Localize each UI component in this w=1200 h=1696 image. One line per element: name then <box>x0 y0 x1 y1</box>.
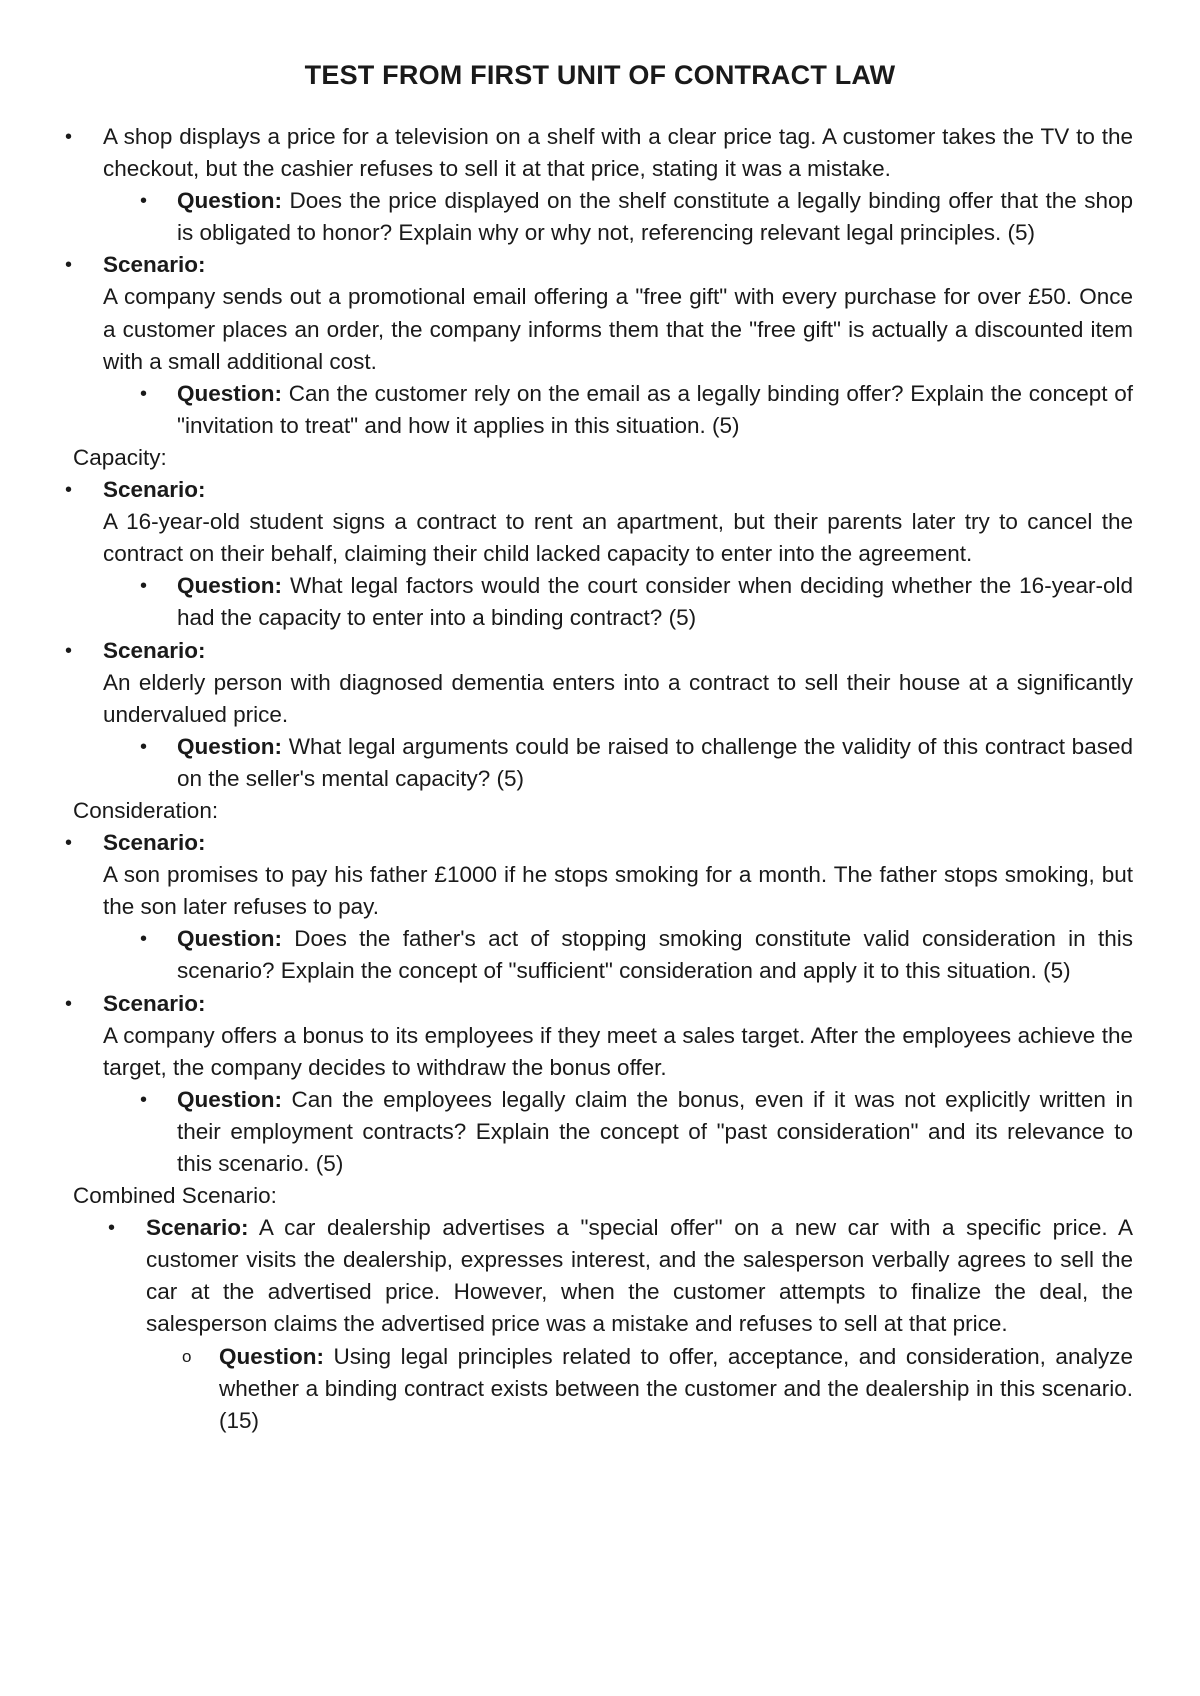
list-item <box>0 827 1200 923</box>
scenario-text: A son promises to pay his father £1000 if he stops smoking for a month. The father stops smoking, but the son later refuses to pay. <box>103 862 1133 920</box>
section-heading-consideration: Consideration: <box>73 797 219 823</box>
question-item <box>0 570 1200 634</box>
question-item <box>0 185 1200 249</box>
question-label: Question: <box>177 188 282 214</box>
scenario-text: A company offers a bonus to its employees if they meet a sales target. After the employees achieve the target, the company decides to withdraw the bonus offer. <box>103 1022 1133 1080</box>
scenario-text: A shop displays a price for a television on a shelf with a clear price tag. A customer takes the TV to the checkout, but the cashier refuses to sell it at that price, stating it was a mistake. <box>103 124 1133 182</box>
bullet-icon: • <box>140 575 148 598</box>
document-body <box>0 121 1200 1437</box>
question-label: Question: <box>177 926 282 952</box>
question-text: Using legal principles related to offer, acceptance, and consideration, analyze whether a binding contract exists between the customer and the dealership in this scenario. (15) <box>219 1343 1133 1433</box>
scenario-label: Scenario: <box>103 830 206 856</box>
scenario-text: An elderly person with diagnosed dementia enters into a contract to sell their house at a significantly undervalued price. <box>103 669 1133 727</box>
circle-bullet-icon: o <box>182 1346 192 1366</box>
scenario-label: Scenario: <box>103 637 206 663</box>
question-text: What legal factors would the court consider when deciding whether the 16-year-old had the capacity to enter into a binding contract? (5) <box>177 573 1133 631</box>
bullet-icon: • <box>140 735 148 758</box>
question-text: Can the employees legally claim the bonus, even if it was not explicitly written in their employment contracts? Explain the concept of "past consideration" and its relevance to this scenario. (5) <box>177 1086 1133 1176</box>
scenario-text: A car dealership advertises a "special offer" on a new car with a specific price. A customer visits the dealership, expresses interest, and the salesperson verbally agrees to sell the car at the advertised price. However, when the customer attempts to finalize the deal, the salesperson claims the advertised price was a mistake and refuses to sell at that price. <box>146 1215 1133 1337</box>
section-heading-combined: Combined Scenario: <box>73 1183 277 1209</box>
bullet-icon: • <box>140 382 148 405</box>
list-item <box>0 249 1200 377</box>
scenario-text: A 16-year-old student signs a contract to rent an apartment, but their parents later try to cancel the contract on their behalf, claiming their child lacked capacity to enter into the agreement. <box>103 509 1133 567</box>
bullet-icon: • <box>65 126 73 148</box>
list-item <box>0 1212 1200 1340</box>
question-item <box>0 731 1200 795</box>
question-text: Can the customer rely on the email as a legally binding offer? Explain the concept of "invitation to treat" and how it applies in this situation. (5) <box>177 380 1133 438</box>
question-text: Does the father's act of stopping smoking constitute valid consideration in this scenario? Explain the concept of "sufficient" consideration and apply it to this situation. (5) <box>177 926 1133 984</box>
bullet-icon: • <box>65 479 73 502</box>
bullet-icon: • <box>140 190 148 213</box>
question-item <box>0 1084 1200 1180</box>
bullet-icon: • <box>108 1217 116 1240</box>
bullet-icon: • <box>65 254 73 277</box>
bullet-icon: • <box>65 832 73 855</box>
bullet-icon: • <box>140 928 148 951</box>
list-item <box>0 988 1200 1084</box>
question-item <box>0 1341 1200 1437</box>
question-label: Question: <box>219 1343 324 1369</box>
question-item <box>0 923 1200 987</box>
question-text: Does the price displayed on the shelf constitute a legally binding offer that the shop is obligated to honor? Explain why or why not, referencing relevant legal principles. (5) <box>177 188 1133 246</box>
question-label: Question: <box>177 1086 282 1112</box>
scenario-label: Scenario: <box>103 477 206 503</box>
list-item <box>0 121 1200 185</box>
question-text: What legal arguments could be raised to challenge the validity of this contract based on the seller's mental capacity? (5) <box>177 733 1133 791</box>
bullet-icon: • <box>65 639 73 662</box>
scenario-text: A company sends out a promotional email offering a "free gift" with every purchase for over £50. Once a customer places an order, the company informs them that the "free gift" is actually a discounted item with a small additional cost. <box>103 284 1133 374</box>
document-title: TEST FROM FIRST UNIT OF CONTRACT LAW <box>304 60 896 90</box>
bullet-icon: • <box>140 1088 148 1111</box>
bullet-icon: • <box>65 992 73 1015</box>
section-heading-capacity: Capacity: <box>73 444 167 470</box>
question-label: Question: <box>177 733 282 759</box>
question-label: Question: <box>177 380 282 406</box>
scenario-label: Scenario: <box>103 252 206 278</box>
list-item <box>0 635 1200 731</box>
list-item <box>0 474 1200 570</box>
question-item <box>0 378 1200 442</box>
scenario-label: Scenario: <box>146 1215 249 1241</box>
scenario-label: Scenario: <box>103 990 206 1016</box>
question-label: Question: <box>177 573 282 599</box>
